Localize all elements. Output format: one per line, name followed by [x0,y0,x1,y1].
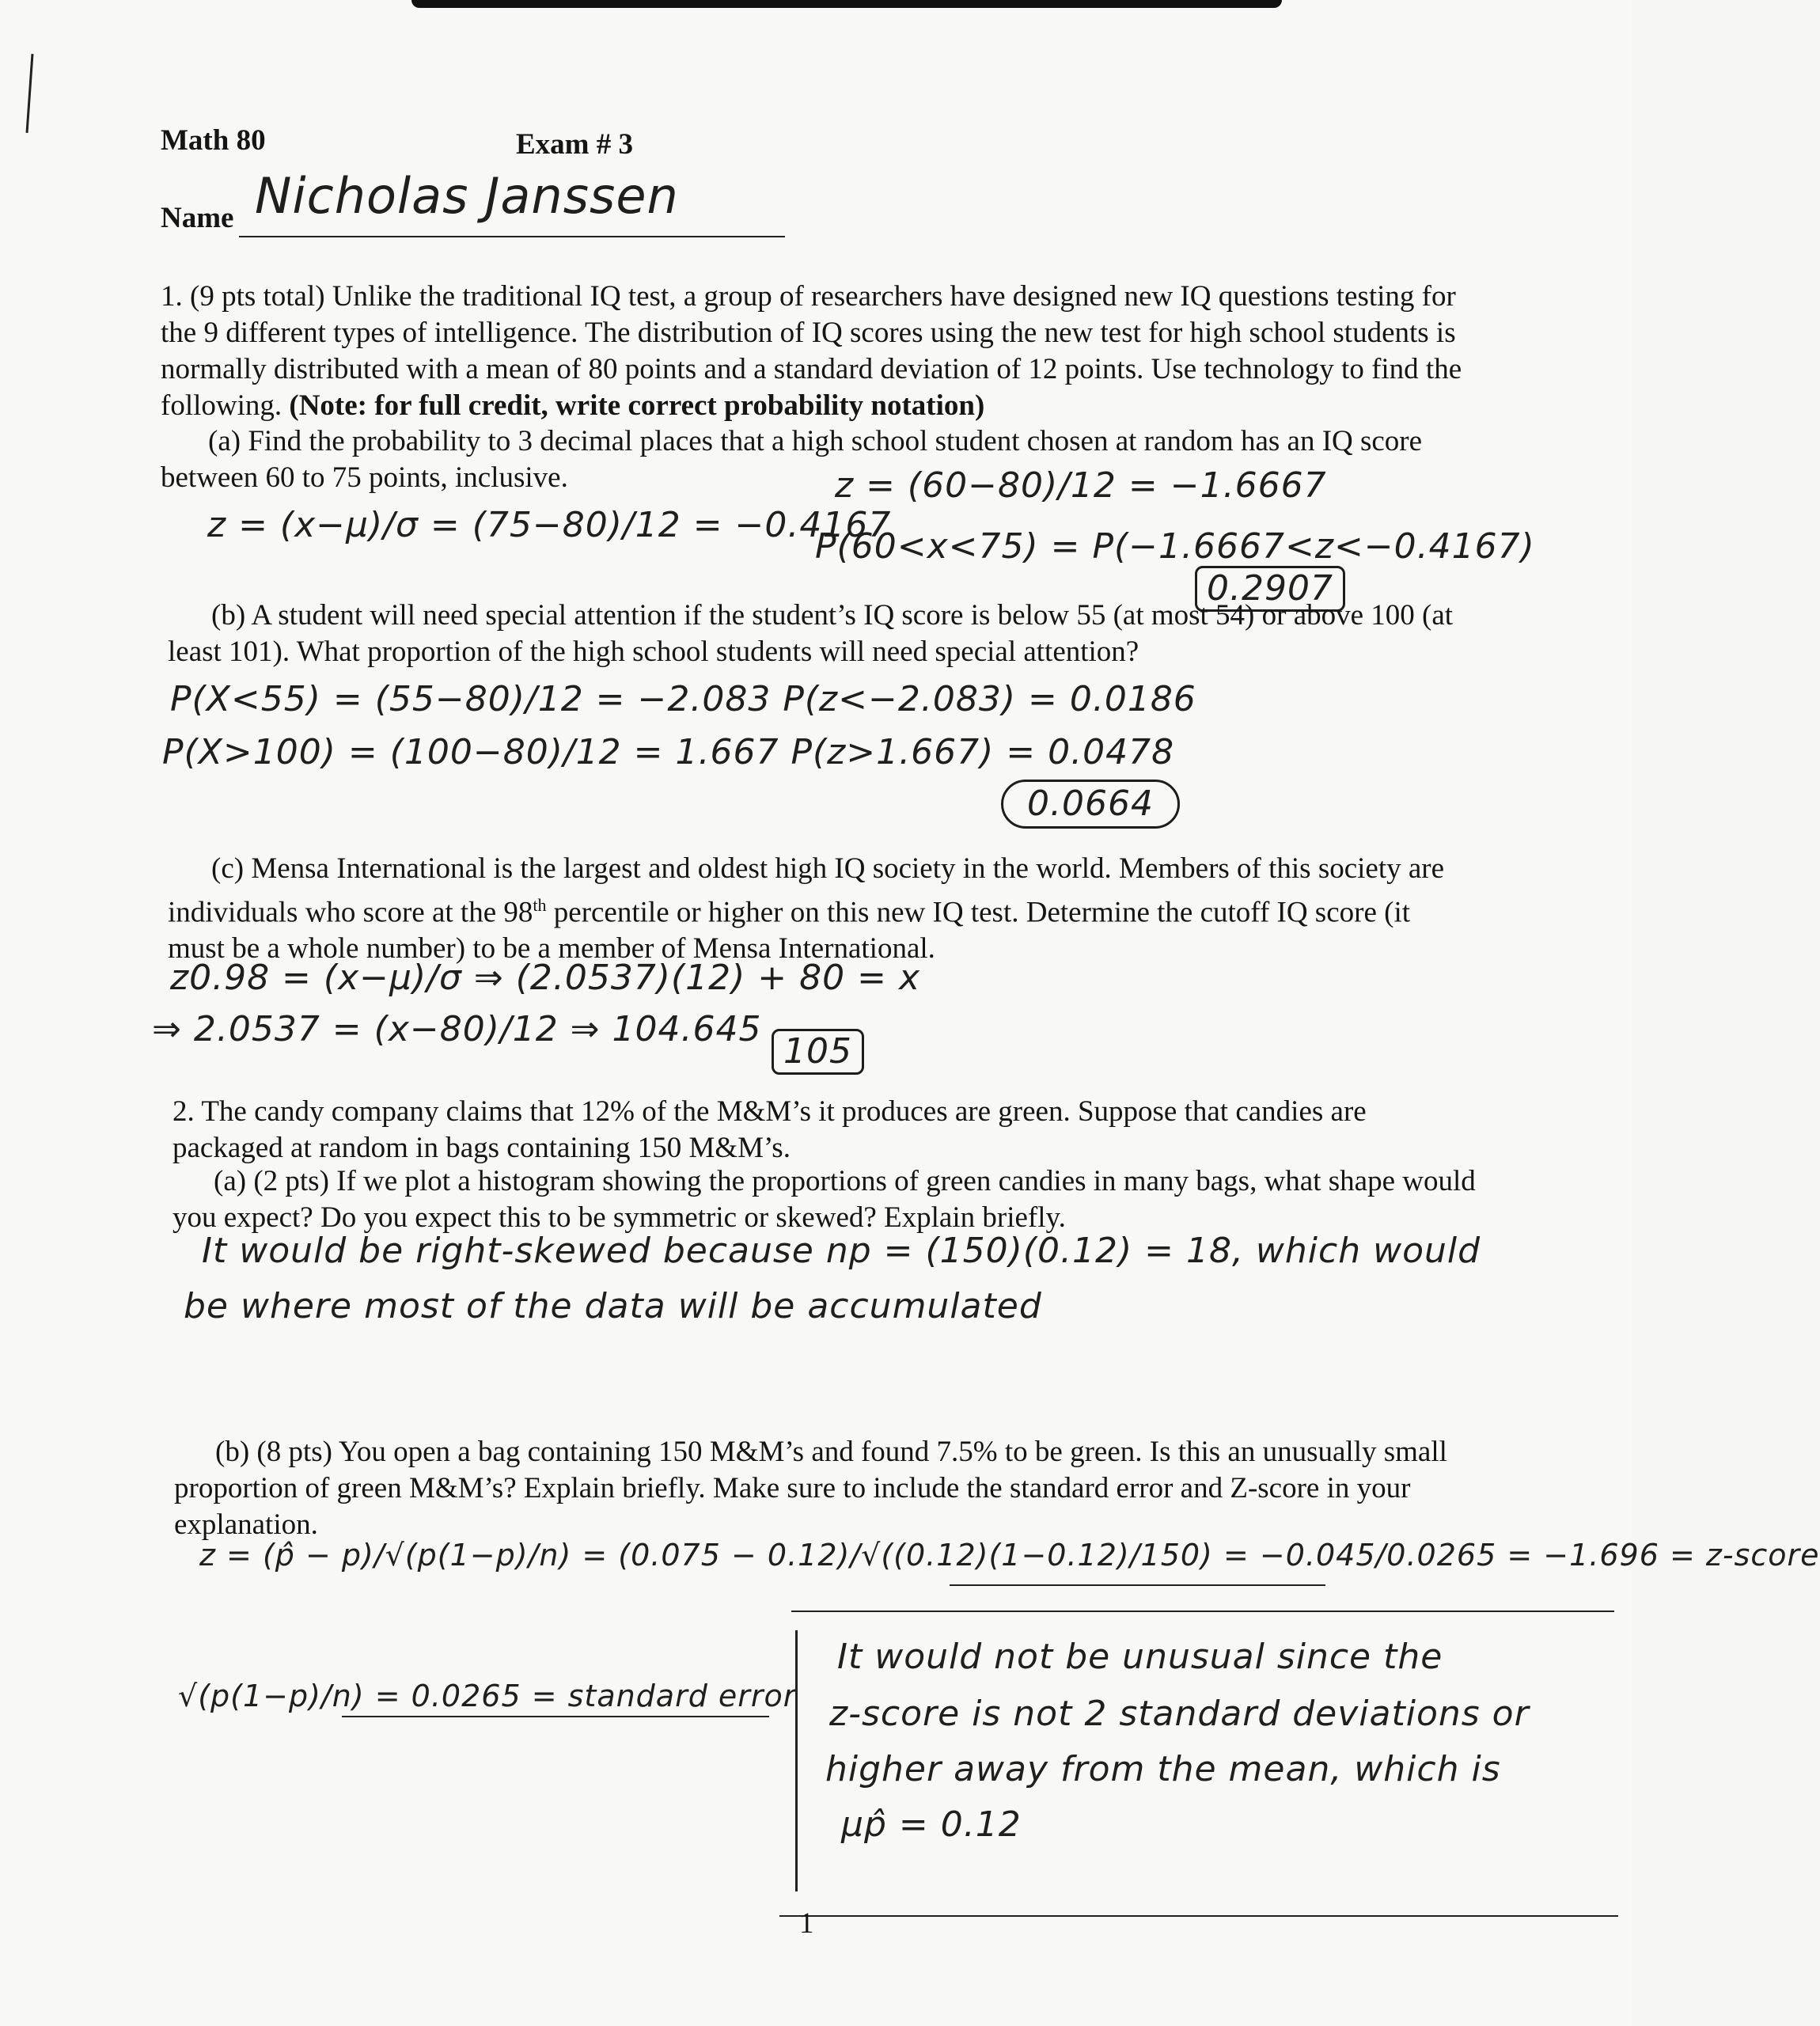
q2b-z-underline [950,1584,1325,1586]
name-label: Name [161,202,234,234]
q2b-explain-line1: It would not be unusual since the [837,1637,1443,1677]
q1a-z-second: z = (60−80)/12 = −1.6667 [835,465,1327,506]
q2-intro: 2. The candy company claims that 12% of the M&M’s it produces are green. Suppose that candies are packaged at random in bags containing 150 M&M’s. [173,1095,1367,1164]
q2b-explain-line3: higher away from the mean, which is [825,1749,1501,1789]
q1b-line2: P(X>100) = (100−80)/12 = 1.667 P(z>1.667) = 0.0478 [162,732,1175,772]
course-title: Math 80 [161,124,266,157]
exam-title: Exam # 3 [516,128,633,161]
q1c-line1: z0.98 = (x−μ)/σ ⇒ (2.0537)(12) + 80 = x [170,958,921,998]
name-underline [239,236,785,237]
q2a-answer-line2: be where most of the data will be accumulated [184,1286,1042,1326]
q1-note: (Note: for full credit, write correct probability notation) [289,389,985,422]
q1c-prompt [168,851,1465,967]
q1c-line2: ⇒ 2.0537 = (x−80)/12 ⇒ 104.645 [152,1009,762,1049]
q2b-explain-line4: μp̂ = 0.12 [841,1804,1022,1845]
q2b-z-line: z = (p̂ − p)/√(p(1−p)/n) = (0.075 − 0.12)/√((0.12)(1−0.12)/150) = −0.045/0.0265 = −1.696 = z-score [199,1538,1820,1573]
q2b-se-underline [342,1716,769,1717]
q1a-z-formula: z = (x−μ)/σ = (75−80)/12 = −0.4167 [207,505,892,545]
q2b-bottom-line [779,1915,1618,1917]
q1-intro-text: 1. (9 pts total) Unlike the traditional IQ test, a group of researchers have designed new IQ questions testing for the 9 different types of intelligence. The distribution of IQ scores using the new test for high school students is normally distributed with a mean of 80 points and a standard deviation of 12 points. Use technology to find the following. [161,280,1462,422]
q2b-se-line: √(p(1−p)/n) = 0.0265 = standard error [178,1679,797,1713]
q1c-prompt-part2: percentile or higher on this new IQ test. Determine the cutoff IQ score (it must be a whole number) to be a member of Mensa International. [168,896,1410,966]
q1b-answer: 0.0664 [1001,780,1180,829]
q1a-prob: P(60<x<75) = P(−1.6667<z<−0.4167) [815,526,1535,567]
q1-intro [161,279,1466,424]
q1a-prompt: (a) Find the probability to 3 decimal places that a high school student chosen at random has an IQ score between 60 to 75 points, inclusive. [161,425,1423,494]
q2b-explain-line2: z-score is not 2 standard deviations or [829,1694,1530,1734]
q2b-prompt: (b) (8 pts) You open a bag containing 150 M&M’s and found 7.5% to be green. Is this an unusually small proportion of green M&M’s? Explain briefly. Make sure to include the standard error and Z-score in your explanation. [174,1436,1447,1541]
q1a-answer: 0.2907 [1195,566,1345,612]
page-number: 1 [799,1907,814,1940]
q1c-prompt-part1: (c) Mensa International is the largest and oldest high IQ society in the world. Members of this society are individuals who score at the 98 [168,852,1445,929]
q2a-prompt: (a) (2 pts) If we plot a histogram showing the proportions of green candies in many bags, what shape would you expect? Do you expect this to be symmetric or skewed? Explain briefly. [173,1165,1476,1234]
margin-pen-mark [26,54,34,133]
q1b-prompt: (b) A student will need special attention if the student’s IQ score is below 55 (at most 54) or above 100 (at least 101). What proportion of the high school students will need special attention? [168,599,1454,668]
q2a-answer-line1: It would be right-skewed because np = (150)(0.12) = 18, which would [202,1231,1481,1271]
scan-edge-shadow [411,0,1282,8]
student-name: Nicholas Janssen [255,167,679,225]
q1b-line1: P(X<55) = (55−80)/12 = −2.083 P(z<−2.083) = 0.0186 [170,679,1196,719]
q1c-superscript: th [533,895,547,915]
q2b-divider-line [791,1611,1614,1612]
q1c-answer: 105 [772,1029,864,1075]
q2b-explanation-box [795,1630,1597,1891]
